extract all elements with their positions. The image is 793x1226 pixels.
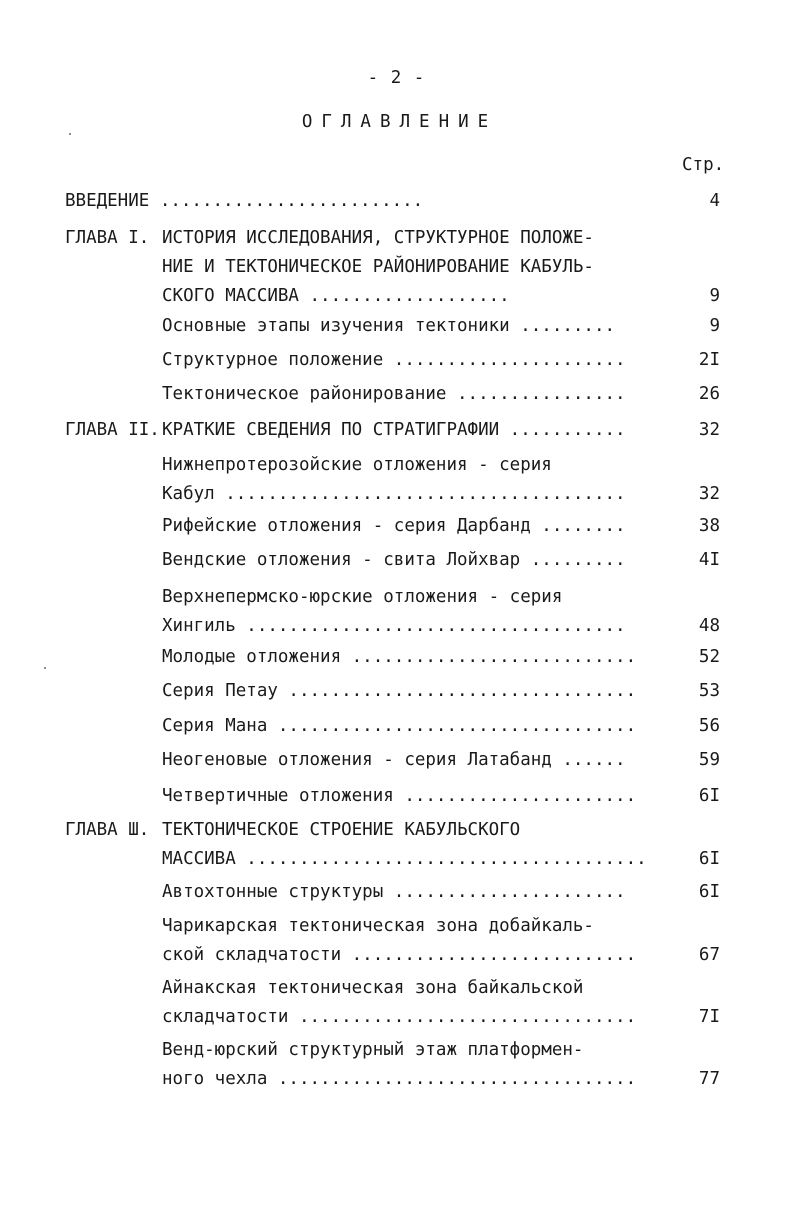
toc-page-number: 52 bbox=[698, 647, 720, 667]
toc-entry-line: Основные этапы изучения тектоники ......... bbox=[162, 316, 616, 336]
chapter-label: ГЛАВА II. bbox=[65, 420, 160, 440]
toc-page-number: 38 bbox=[698, 516, 720, 536]
scan-speck bbox=[69, 133, 71, 135]
toc-entry-line: Серия Петау ................................. bbox=[162, 681, 637, 701]
toc-entry-line: Кабул ...................................... bbox=[162, 484, 626, 504]
toc-page-number: 26 bbox=[698, 384, 720, 404]
toc-entry-line: ИСТОРИЯ ИССЛЕДОВАНИЯ, СТРУКТУРНОЕ ПОЛОЖЕ- bbox=[162, 228, 594, 248]
toc-entry-line: Тектоническое районирование ................ bbox=[162, 384, 626, 404]
page-column-header: Стр. bbox=[682, 155, 725, 175]
toc-entry-line: Рифейские отложения - серия Дарбанд ........ bbox=[162, 516, 626, 536]
toc-entry-line: КРАТКИЕ СВЕДЕНИЯ ПО СТРАТИГРАФИИ ........... bbox=[162, 420, 626, 440]
toc-page-number: 4I bbox=[698, 550, 720, 570]
scan-speck bbox=[44, 667, 46, 669]
toc-page-number: 4 bbox=[709, 191, 720, 211]
toc-entry-line: Венд-юрский структурный этаж платформен- bbox=[162, 1040, 584, 1060]
page-number: - 2 - bbox=[367, 68, 426, 88]
toc-page-number: 48 bbox=[698, 616, 720, 636]
chapter-label: ГЛАВА I. bbox=[65, 228, 150, 248]
toc-entry-line: МАССИВА ...................................... bbox=[162, 849, 647, 869]
toc-entry-line: НИЕ И ТЕКТОНИЧЕСКОЕ РАЙОНИРОВАНИЕ КАБУЛЬ- bbox=[162, 257, 594, 277]
toc-entry-line: Четвертичные отложения ...................... bbox=[162, 786, 637, 806]
chapter-label: ГЛАВА Ш. bbox=[65, 820, 150, 840]
toc-page-number: 32 bbox=[698, 484, 720, 504]
toc-page-number: 9 bbox=[709, 286, 720, 306]
toc-entry-line: Неогеновые отложения - серия Латабанд ...... bbox=[162, 750, 626, 770]
toc-page-number: 9 bbox=[709, 316, 720, 336]
toc-entry-line: Автохтонные структуры ...................... bbox=[162, 882, 626, 902]
toc-page-number: 59 bbox=[698, 750, 720, 770]
toc-entry-line: ного чехла .................................. bbox=[162, 1069, 637, 1089]
toc-entry-line: СКОГО МАССИВА ................... bbox=[162, 286, 510, 306]
toc-page-number: 77 bbox=[698, 1069, 720, 1089]
toc-entry-line: Айнакская тектоническая зона байкальской bbox=[162, 978, 584, 998]
toc-entry-line: ТЕКТОНИЧЕСКОЕ СТРОЕНИЕ КАБУЛЬСКОГО bbox=[162, 820, 521, 840]
toc-entry-line: Структурное положение ...................... bbox=[162, 350, 626, 370]
toc-entry-line: складчатости ................................ bbox=[162, 1007, 637, 1027]
toc-entry-line: Чарикарская тектоническая зона добайкаль- bbox=[162, 916, 594, 936]
toc-page-number: 56 bbox=[698, 716, 720, 736]
toc-entry-line: ской складчатости ........................... bbox=[162, 945, 637, 965]
toc-page-number: 7I bbox=[698, 1007, 720, 1027]
toc-entry-line: ВВЕДЕНИЕ ......................... bbox=[65, 191, 424, 211]
toc-page-number: 67 bbox=[698, 945, 720, 965]
page-title: ОГЛАВЛЕНИЕ bbox=[301, 112, 498, 132]
toc-page-number: 2I bbox=[698, 350, 720, 370]
toc-entry-line: Верхнепермско-юрские отложения - серия bbox=[162, 587, 563, 607]
toc-page-number: 6I bbox=[698, 786, 720, 806]
toc-page-number: 53 bbox=[698, 681, 720, 701]
toc-page-number: 32 bbox=[698, 420, 720, 440]
toc-entry-line: Молодые отложения ........................... bbox=[162, 647, 637, 667]
toc-entry-line: Нижнепротерозойские отложения - серия bbox=[162, 455, 552, 475]
toc-entry-line: Серия Мана .................................. bbox=[162, 716, 637, 736]
toc-page-number: 6I bbox=[698, 849, 720, 869]
toc-entry-line: Хингиль .................................... bbox=[162, 616, 626, 636]
toc-entry-line: Вендские отложения - свита Лойхвар ......... bbox=[162, 550, 626, 570]
toc-page-number: 6I bbox=[698, 882, 720, 902]
